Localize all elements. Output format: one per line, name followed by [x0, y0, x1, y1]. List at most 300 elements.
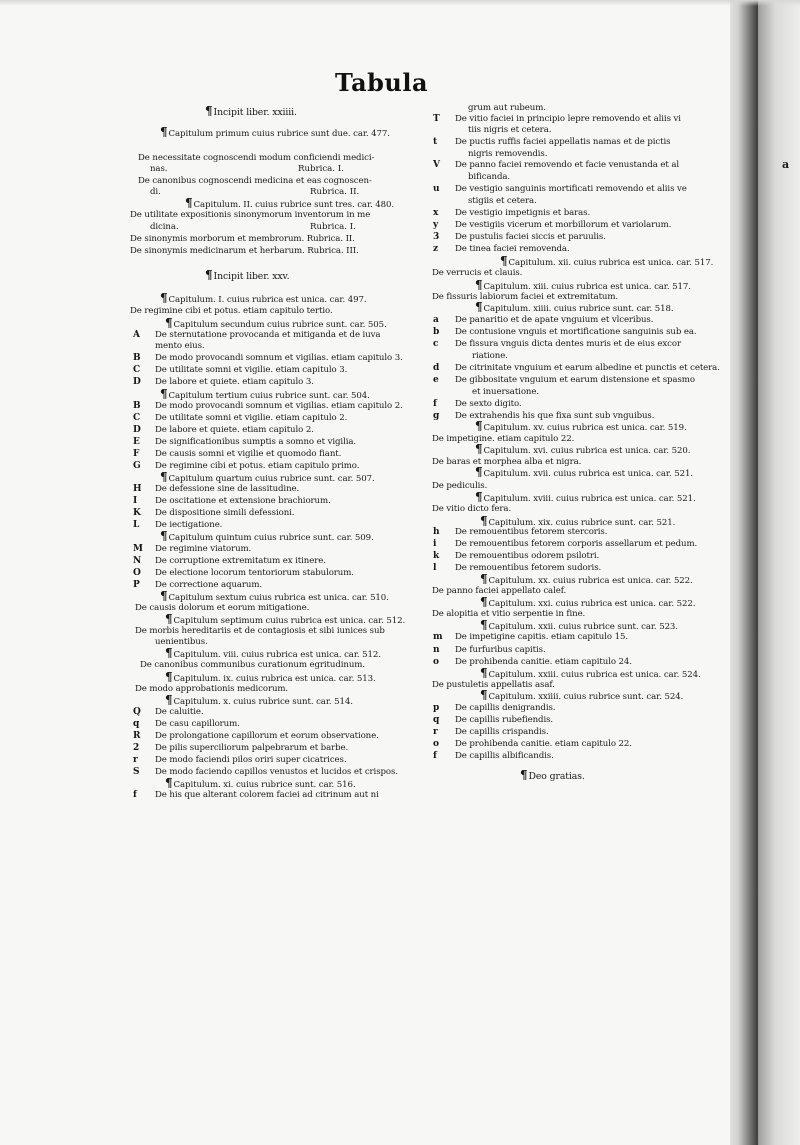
entry-text: De capillis crispandis. [455, 727, 549, 737]
entry-text: Capitulum. xii. cuius rubrica est unica. car. 517. [508, 258, 714, 268]
entry-text: Capitulum. xx. cuius rubrica est unica. car. 522. [488, 576, 693, 586]
entry-text: De furfuribus capitis. [455, 645, 546, 655]
entry-text: Capitulum tertium cuius rubrice sunt. car. 504. [168, 391, 370, 401]
pilcrow-icon: ¶ [165, 646, 173, 660]
pilcrow-icon: ¶ [500, 254, 508, 268]
section-letter: A [133, 330, 140, 340]
entry-text: De impetigine capitis. etiam capitulo 15. [455, 632, 628, 642]
book-heading [205, 270, 289, 282]
index-entry [455, 645, 546, 655]
section-letter: t [433, 137, 438, 147]
entry-text: Capitulum. xiiii. cuius rubrice sunt. car. 518. [483, 304, 674, 314]
entry-text: Capitulum. xxiii. cuius rubrica est unica. car. 524. [488, 670, 701, 680]
chapter-entry [165, 318, 387, 330]
section-letter: P [133, 580, 140, 590]
pilcrow-icon: ¶ [160, 470, 168, 484]
book-heading [205, 106, 297, 118]
index-entry [455, 114, 681, 124]
index-entry [155, 508, 294, 518]
index-entry [155, 544, 251, 554]
index-entry [455, 739, 632, 749]
entry-text: De sinonymis medicinarum et herbarum. Rubrica. III. [130, 246, 359, 256]
chapter-entry [480, 620, 678, 632]
rubric-label: Rubrica. I. [298, 164, 344, 174]
entry-text: De dispositione simili defessioni. [155, 508, 295, 518]
index-entry [155, 580, 262, 590]
chapter-entry [160, 531, 374, 543]
entry-text: De labore et quiete. etiam capitulo 3. [155, 377, 314, 387]
section-letter: D [133, 425, 141, 435]
entry-text: De prolongatione capillorum et eorum observatione. [155, 731, 379, 741]
section-letter: d [433, 363, 440, 373]
entry-text: De corruptione extremitatum ex itinere. [155, 556, 326, 566]
pilcrow-icon: ¶ [475, 300, 483, 314]
entry-text: De fissuris labiorum faciei et extremitatum. [432, 292, 619, 302]
chapter-entry [480, 574, 693, 586]
entry-text: De verrucis et clauis. [432, 268, 523, 278]
entry-text: De caluitie. [155, 707, 204, 717]
index-entry [472, 351, 508, 361]
section-letter: B [133, 353, 141, 363]
section-letter: k [433, 551, 440, 561]
pilcrow-icon: ¶ [165, 316, 173, 330]
entry-text: De modo provocandi somnum et vigilias. etiam capitulo 3. [155, 353, 403, 363]
entry-text: mento eius. [155, 341, 205, 351]
chapter-entry [165, 778, 356, 790]
pilcrow-icon: ¶ [160, 125, 168, 139]
index-entry [155, 755, 346, 765]
index-entry [455, 184, 687, 194]
section-letter: C [133, 365, 141, 375]
index-entry [130, 306, 333, 316]
index-entry [455, 315, 653, 325]
book-heading [520, 770, 585, 782]
index-entry [155, 556, 326, 566]
entry-text: De significationibus sumptis a somno et vigilia. [155, 437, 356, 447]
index-entry [155, 707, 204, 717]
index-entry [455, 327, 697, 337]
section-letter: f [433, 751, 437, 761]
section-letter: g [433, 411, 440, 421]
entry-text: De pustulis faciei siccis et paruulis. [455, 232, 606, 242]
pilcrow-icon: ¶ [480, 514, 488, 528]
index-entry [455, 160, 679, 170]
entry-text: De utilitate somni et vigilie. etiam capitulo 3. [155, 365, 348, 375]
chapter-entry [185, 198, 394, 210]
entry-text: Capitulum primum cuius rubrice sunt due. car. 477. [168, 129, 390, 139]
index-entry [468, 149, 547, 159]
entry-text: De casu capillorum. [155, 719, 240, 729]
entry-text: De vitio dicto fera. [432, 504, 512, 514]
index-entry [155, 568, 354, 578]
index-entry [155, 496, 331, 506]
entry-text: uenientibus. [155, 637, 208, 647]
index-entry [455, 563, 601, 573]
chapter-entry [160, 127, 390, 139]
index-entry [138, 153, 374, 163]
section-letter: h [433, 527, 440, 537]
pilcrow-icon: ¶ [520, 768, 528, 782]
entry-text: Capitulum. xvi. cuius rubrica est unica. car. 520. [483, 446, 691, 456]
pilcrow-icon: ¶ [475, 278, 483, 292]
pilcrow-icon: ¶ [480, 688, 488, 702]
entry-text: De alopitia et vitio serpentie in fine. [432, 609, 586, 619]
section-letter: T [433, 114, 440, 124]
page-title: Tabula [335, 68, 429, 97]
entry-text: Capitulum. xiii. cuius rubrica est unica. car. 517. [483, 282, 691, 292]
entry-text: Deo gratias. [528, 771, 585, 782]
margin-mark: a [782, 158, 790, 171]
entry-text: Capitulum quartum cuius rubrice sunt. car. 507. [168, 474, 375, 484]
entry-text: De fissura vnguis dicta dentes muris et de eius excor [455, 339, 681, 349]
entry-text: Capitulum. xxiiii. cuius rubrice sunt. car. 524. [488, 692, 684, 702]
pilcrow-icon: ¶ [165, 776, 173, 790]
index-entry [455, 399, 522, 409]
pilcrow-icon: ¶ [475, 419, 483, 433]
entry-text: De prohibenda canitie. etiam capitulo 24. [455, 657, 632, 667]
section-letter: O [133, 568, 141, 578]
section-letter: r [433, 727, 438, 737]
index-entry [432, 434, 574, 444]
index-entry [150, 187, 161, 197]
entry-text: De capillis rubefiendis. [455, 715, 554, 725]
entry-text: De citrinitate vnguium et earum albedine et punctis et cetera. [455, 363, 720, 373]
entry-text: Capitulum quintum cuius rubrice sunt. car. 509. [168, 533, 374, 543]
index-entry [432, 586, 566, 596]
chapter-entry [475, 302, 673, 314]
entry-text: De labore et quiete. etiam capitulo 2. [155, 425, 314, 435]
entry-text: De pustuletis appellatis asaf. [432, 680, 555, 690]
pilcrow-icon: ¶ [475, 490, 483, 504]
entry-text: Capitulum sextum cuius rubrica est unica. car. 510. [168, 593, 389, 603]
index-entry [155, 437, 356, 447]
scan-top-shadow [0, 0, 800, 6]
index-entry [468, 172, 510, 182]
index-entry [432, 268, 522, 278]
pilcrow-icon: ¶ [205, 104, 213, 118]
rubric-label: Rubrica. II. [310, 187, 360, 197]
index-entry [155, 637, 208, 647]
entry-text: De canonibus communibus curationum egritudinum. [140, 660, 365, 670]
section-letter: Q [133, 707, 141, 717]
entry-text: De panno faciei appellato calef. [432, 586, 567, 596]
chapter-entry [160, 293, 366, 305]
entry-text: De contusione vnguis et mortificatione sanguinis sub ea. [455, 327, 697, 337]
entry-text: stigiis et cetera. [468, 196, 537, 206]
index-entry [155, 413, 347, 423]
entry-text: De iectigatione. [155, 520, 223, 530]
entry-text: riatione. [472, 351, 508, 361]
entry-text: De morbis hereditariis et de contagiosis et sibi iunices sub [135, 626, 385, 636]
index-entry [155, 461, 359, 471]
section-letter: c [433, 339, 439, 349]
entry-text: De vestigiis vicerum et morbillorum et variolarum. [455, 220, 672, 230]
chapter-entry [165, 672, 376, 684]
entry-text: De modo faciendi pilos oriri super cicatrices. [155, 755, 347, 765]
section-letter: 3 [433, 232, 440, 242]
pilcrow-icon: ¶ [475, 442, 483, 456]
entry-text: De vestigio sanguinis mortificati removendo et aliis ve [455, 184, 687, 194]
scan-page-edge [758, 0, 800, 1145]
section-letter: F [133, 449, 140, 459]
index-entry [468, 196, 537, 206]
entry-text: De tinea faciei removenda. [455, 244, 570, 254]
section-letter: C [133, 413, 141, 423]
entry-text: De modo provocandi somnum et vigilias. etiam capitulo 2. [155, 401, 403, 411]
index-entry [135, 626, 385, 636]
pilcrow-icon: ¶ [480, 618, 488, 632]
section-letter: L [133, 520, 140, 530]
entry-text: De impetigine. etiam capitulo 22. [432, 434, 575, 444]
chapter-entry [480, 668, 701, 680]
entry-text: De panno faciei removendo et facie venustanda et al [455, 160, 680, 170]
section-letter: M [133, 544, 143, 554]
section-letter: y [433, 220, 439, 230]
chapter-entry [475, 444, 690, 456]
section-letter: R [133, 731, 141, 741]
chapter-entry [165, 614, 405, 626]
entry-text: De pilis superciliorum palpebrarum et barbe. [155, 743, 349, 753]
chapter-entry [165, 695, 353, 707]
entry-text: Capitulum. xxi. cuius rubrica est unica. car. 522. [488, 599, 696, 609]
section-letter: a [433, 315, 439, 325]
chapter-entry [475, 421, 687, 433]
entry-text: Incipit liber. xxiiii. [213, 107, 297, 118]
index-entry [135, 684, 288, 694]
entry-text: De capillis denigrandis. [455, 703, 556, 713]
index-entry [155, 731, 379, 741]
entry-text: De panaritio et de apate vnguium et vlceribus. [455, 315, 654, 325]
chapter-entry [160, 389, 370, 401]
index-entry [130, 210, 370, 220]
entry-text: Capitulum. xv. cuius rubrica est unica. car. 519. [483, 423, 687, 433]
index-entry [468, 103, 546, 113]
section-letter: o [433, 657, 440, 667]
index-entry [155, 365, 347, 375]
section-letter: G [133, 461, 141, 471]
index-entry [432, 504, 511, 514]
index-entry [455, 539, 697, 549]
entry-text: et inuersatione. [472, 387, 539, 397]
entry-text: Capitulum. x. cuius rubrice sunt. car. 514. [173, 697, 353, 707]
entry-text: De remouentibus odorem psilotri. [455, 551, 600, 561]
index-entry [150, 222, 179, 232]
entry-text: Capitulum. ix. cuius rubrica est unica. car. 513. [173, 674, 376, 684]
chapter-entry [475, 280, 691, 292]
index-entry [455, 339, 681, 349]
section-letter: D [133, 377, 141, 387]
section-letter: x [433, 208, 439, 218]
section-letter: E [133, 437, 140, 447]
entry-text: dicina. [150, 222, 179, 232]
index-entry [455, 703, 555, 713]
index-entry [455, 715, 553, 725]
entry-text: De sternutatione provocanda et mitiganda et de iuva [155, 330, 381, 340]
index-entry [432, 457, 581, 467]
entry-text: De sexto digito. [455, 399, 522, 409]
index-entry [155, 425, 314, 435]
entry-text: De gibbositate vnguium et earum distensione et spasmo [455, 375, 695, 385]
section-letter: m [433, 632, 443, 642]
pilcrow-icon: ¶ [165, 693, 173, 707]
index-entry [155, 377, 314, 387]
section-letter: q [433, 715, 440, 725]
section-letter: u [433, 184, 440, 194]
entry-text: De puctis ruffis faciei appellatis namas et de pictis [455, 137, 671, 147]
entry-text: De capillis albificandis. [455, 751, 554, 761]
section-letter: i [433, 539, 437, 549]
index-entry [155, 401, 403, 411]
entry-text: De defessione sine de lassitudine. [155, 484, 300, 494]
chapter-entry [160, 472, 375, 484]
entry-text: De utilitate expositionis sinonymorum inventorum in me [130, 210, 371, 220]
index-entry [455, 137, 670, 147]
chapter-entry [480, 690, 683, 702]
pilcrow-icon: ¶ [160, 589, 168, 603]
pilcrow-icon: ¶ [160, 387, 168, 401]
entry-text: grum aut rubeum. [468, 103, 546, 113]
section-letter: p [433, 703, 440, 713]
entry-text: De extrahendis his que fixa sunt sub vnguibus. [455, 411, 655, 421]
index-entry [140, 660, 365, 670]
index-entry [455, 727, 549, 737]
pilcrow-icon: ¶ [480, 666, 488, 680]
entry-text: Capitulum. viii. cuius rubrica est unica. car. 512. [173, 650, 381, 660]
entry-text: tiis nigris et cetera. [468, 125, 552, 135]
index-entry [155, 719, 240, 729]
index-entry [455, 751, 554, 761]
entry-text: De baras et morphea alba et nigra. [432, 457, 582, 467]
pilcrow-icon: ¶ [480, 595, 488, 609]
index-entry [155, 790, 379, 800]
entry-text: De causis dolorum et eorum mitigatione. [135, 603, 310, 613]
section-letter: n [433, 645, 440, 655]
entry-text: Capitulum. xviii. cuius rubrica est unica. car. 521. [483, 494, 696, 504]
entry-text: De remouentibus fetorem stercoris. [455, 527, 608, 537]
entry-text: De remouentibus fetorem corporis assellarum et pedum. [455, 539, 698, 549]
section-letter: z [433, 244, 439, 254]
chapter-entry [475, 467, 693, 479]
entry-text: Capitulum. xix. cuius rubrice sunt. car. 521. [488, 518, 676, 528]
section-letter: B [133, 401, 141, 411]
index-entry [472, 387, 539, 397]
pilcrow-icon: ¶ [165, 612, 173, 626]
pilcrow-icon: ¶ [160, 291, 168, 305]
pilcrow-icon: ¶ [160, 529, 168, 543]
index-entry [455, 244, 570, 254]
entry-text: Capitulum. xi. cuius rubrice sunt. car. 516. [173, 780, 356, 790]
index-entry [455, 411, 654, 421]
section-letter: l [433, 563, 437, 573]
section-letter: V [433, 160, 440, 170]
index-entry [155, 743, 348, 753]
entry-text: De correctione aquarum. [155, 580, 263, 590]
entry-text: De sinonymis morborum et membrorum. Rubrica. II. [130, 234, 355, 244]
chapter-entry [165, 648, 381, 660]
entry-text: di. [150, 187, 161, 197]
chapter-entry [475, 492, 696, 504]
entry-text: De pediculis. [432, 481, 488, 491]
index-entry [155, 767, 398, 777]
index-entry [155, 353, 403, 363]
entry-text: De canonibus cognoscendi medicina et eas cognoscen- [138, 176, 372, 186]
section-letter: K [133, 508, 141, 518]
index-entry [150, 164, 167, 174]
entry-text: Capitulum. II. cuius rubrice sunt tres. car. 480. [193, 200, 395, 210]
entry-text: Capitulum septimum cuius rubrica est unica. car. 512. [173, 616, 406, 626]
pilcrow-icon: ¶ [205, 268, 213, 282]
index-entry [155, 449, 341, 459]
entry-text: De oscitatione et extensione brachiorum. [155, 496, 331, 506]
index-entry [455, 527, 607, 537]
pilcrow-icon: ¶ [480, 572, 488, 586]
entry-text: De modo approbationis medicorum. [135, 684, 289, 694]
entry-text: Capitulum secundum cuius rubrice sunt. car. 505. [173, 320, 387, 330]
index-entry [455, 375, 695, 385]
index-entry [455, 363, 720, 373]
entry-text: De causis somni et vigilie et quomodo fiant. [155, 449, 342, 459]
entry-text: De prohibenda canitie. etiam capitulo 22. [455, 739, 632, 749]
index-entry [155, 484, 299, 494]
pilcrow-icon: ¶ [475, 465, 483, 479]
entry-text: De regimine cibi et potus. etiam capitulo primo. [155, 461, 360, 471]
entry-text: nas. [150, 164, 168, 174]
section-letter: b [433, 327, 440, 337]
index-entry [432, 292, 618, 302]
index-entry [130, 234, 355, 244]
entry-text: Capitulum. xvii. cuius rubrica est unica. car. 521. [483, 469, 693, 479]
section-letter: o [433, 739, 440, 749]
chapter-entry [500, 256, 713, 268]
index-entry [138, 176, 372, 186]
index-entry [455, 551, 599, 561]
entry-text: Capitulum. I. cuius rubrica est unica. car. 497. [168, 295, 367, 305]
entry-text: De regimine viatorum. [155, 544, 252, 554]
entry-text: bificanda. [468, 172, 511, 182]
index-entry [455, 232, 606, 242]
section-letter: N [133, 556, 142, 566]
pilcrow-icon: ¶ [165, 670, 173, 684]
entry-text: De vitio faciei in principio lepre removendo et aliis vi [455, 114, 681, 124]
section-letter: S [133, 767, 140, 777]
section-letter: f [133, 790, 137, 800]
section-letter: 2 [133, 743, 140, 753]
index-entry [455, 220, 671, 230]
entry-text: De remouentibus fetorem sudoris. [455, 563, 602, 573]
index-entry [135, 603, 309, 613]
entry-text: De electione locorum tentoriorum stabulorum. [155, 568, 354, 578]
section-letter: e [433, 375, 439, 385]
section-letter: q [133, 719, 140, 729]
scan-gutter-shadow [730, 0, 758, 1145]
entry-text: De vestigio impetignis et baras. [455, 208, 591, 218]
entry-text: De regimine cibi et potus. etiam capitulo tertio. [130, 306, 333, 316]
rubric-label: Rubrica. I. [310, 222, 356, 232]
index-entry [155, 330, 380, 340]
section-letter: r [133, 755, 138, 765]
entry-text: De necessitate cognoscendi modum conficiendi medici- [138, 153, 375, 163]
index-entry [468, 125, 551, 135]
entry-text: Incipit liber. xxv. [213, 271, 290, 282]
entry-text: nigris removendis. [468, 149, 548, 159]
section-letter: H [133, 484, 142, 494]
entry-text: De utilitate somni et vigilie. etiam capitulo 2. [155, 413, 348, 423]
entry-text: De modo faciendo capillos venustos et lucidos et crispos. [155, 767, 398, 777]
index-entry [155, 341, 205, 351]
entry-text: De his que alterant colorem faciei ad citrinum aut ni [155, 790, 379, 800]
chapter-entry [160, 591, 389, 603]
chapter-entry [480, 597, 695, 609]
